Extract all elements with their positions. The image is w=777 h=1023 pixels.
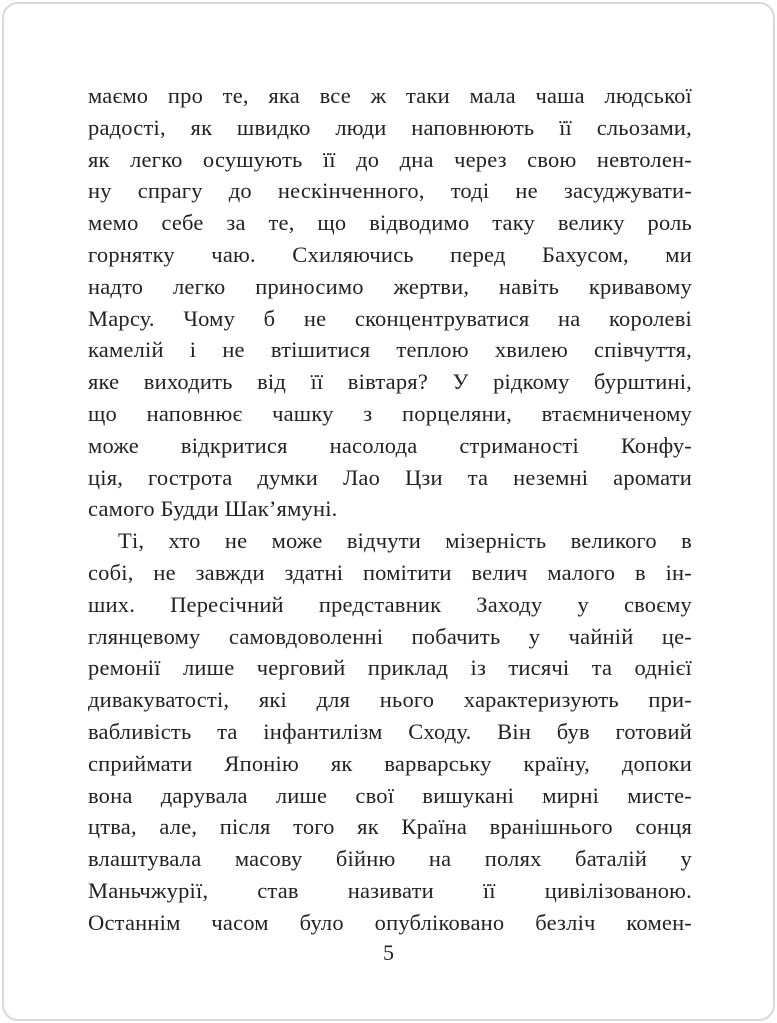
- text-line: вона дарувала лише свої вишукані мирні мисте-: [88, 782, 692, 808]
- text-line: може відкритися насолода стриманості Конфу-: [88, 432, 692, 458]
- page-number: 5: [383, 940, 394, 965]
- text-line: ну спрагу до нескінченного, тоді не засуджувати-: [88, 178, 692, 204]
- text-line: влаштувала масову бійню на полях баталій у: [88, 846, 692, 872]
- text-line: ція, гострота думки Лао Цзи та неземні аромати: [88, 464, 692, 490]
- text-line: Ті, хто не може відчути мізерність великого в: [118, 528, 692, 554]
- text-line: надто легко приносимо жертви, навіть кривавому: [88, 273, 692, 299]
- text-line: маємо про те, яка все ж таки мала чаша людської: [88, 83, 692, 108]
- text-line: самого Будди Шак’ямуні.: [88, 496, 338, 522]
- text-line: дивакуватості, які для нього характеризують при-: [88, 687, 692, 713]
- text-line: ших. Пересічний представник Заходу у своєму: [88, 591, 692, 617]
- text-line: глянцевому самовдоволенні побачить у чайній це-: [88, 623, 692, 649]
- text-line: собі, не завжди здатні помітити велич малого в ін-: [88, 559, 692, 585]
- text-line: Останнім часом було опубліковано безліч комен-: [88, 909, 692, 935]
- text-line: горнятку чаю. Схиляючись перед Бахусом, ми: [88, 241, 692, 267]
- body-text: [88, 80, 692, 939]
- text-line: що наповнює чашку з порцеляни, втаємниченому: [88, 400, 692, 426]
- text-line: цтва, але, після того як Країна вранішнього сонця: [88, 814, 692, 840]
- text-line: мемо себе за те, що відводимо таку велику роль: [88, 210, 692, 236]
- text-line: Маньчжурії, став називати її цивілізованою.: [88, 877, 692, 903]
- text-line: Марсу. Чому б не сконцентруватися на королеві: [88, 305, 692, 331]
- text-line: камелій і не втішитися теплою хвилею співчуття,: [88, 337, 692, 363]
- text-line: радості, як швидко люди наповнюють її сльозами,: [88, 114, 692, 140]
- text-line: вабливість та інфантилізм Сходу. Він був готовий: [88, 718, 692, 744]
- text-line: яке виходить від її вівтаря? У рідкому бурштині,: [88, 369, 692, 395]
- text-line: як легко осушують її до дна через свою невтолен-: [88, 146, 692, 172]
- text-line: ремонії лише черговий приклад із тисячі та однієї: [88, 655, 692, 681]
- text-line: сприймати Японію як варварську країну, допоки: [88, 750, 692, 776]
